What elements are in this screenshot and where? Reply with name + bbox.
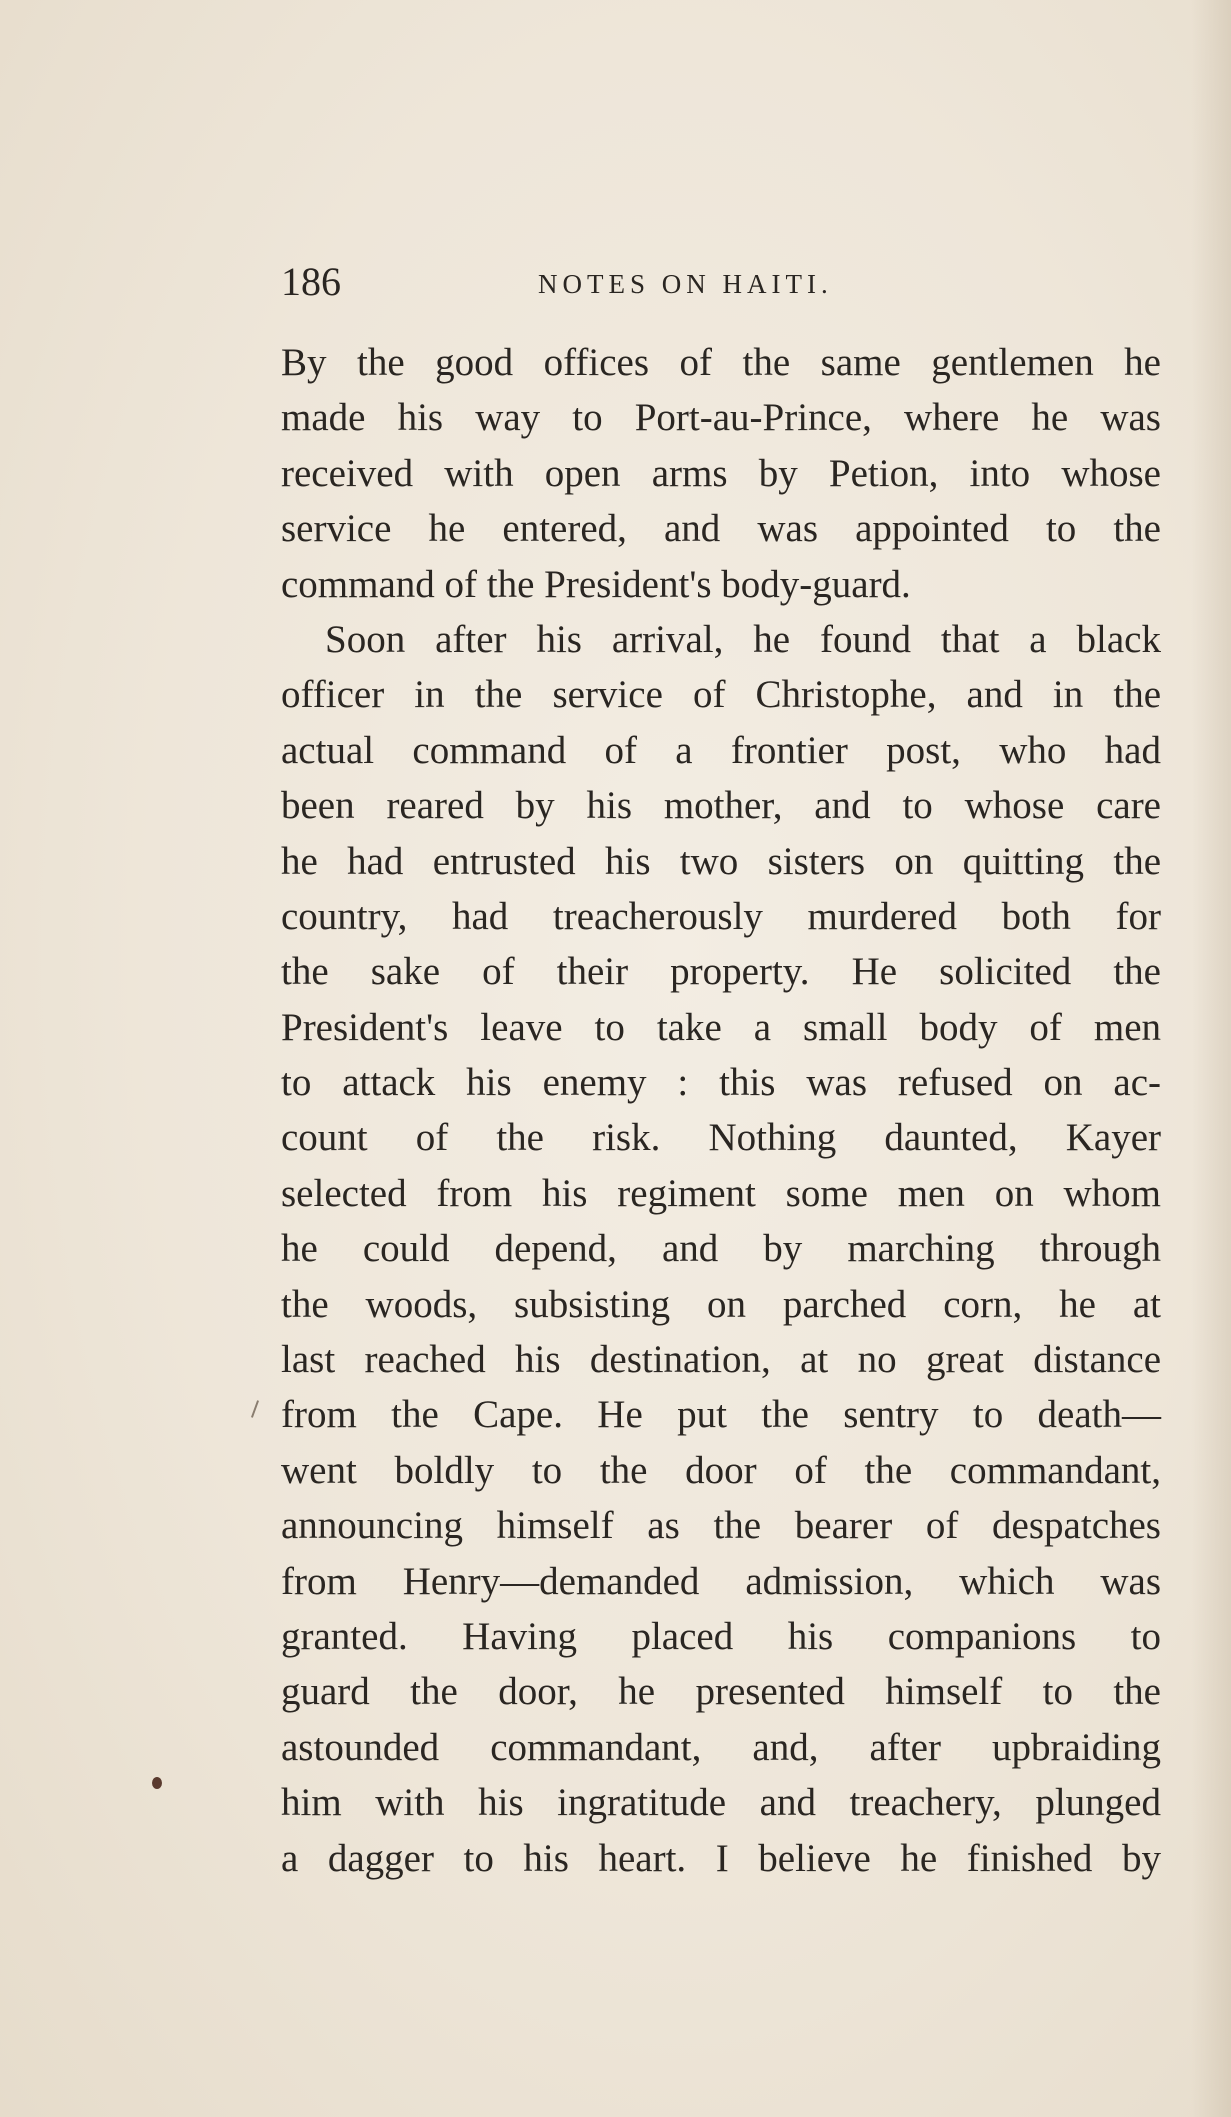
body-text (281, 335, 1161, 1886)
text-line: he had entrusted his two sisters on quitting the (281, 839, 1161, 883)
text-line: a dagger to his heart. I believe he finished by (281, 1836, 1161, 1880)
text-line: last reached his destination, at no great distance (281, 1338, 1161, 1382)
text-line: he could depend, and by marching through (281, 1227, 1161, 1271)
stray-pencil-mark (251, 1400, 259, 1418)
text-line: announcing himself as the bearer of despatches (281, 1504, 1161, 1548)
text-line: By the good offices of the same gentlemen he (281, 341, 1161, 384)
text-line: guard the door, he presented himself to the (281, 1670, 1161, 1714)
text-line: from Henry—demanded admission, which was (281, 1559, 1161, 1603)
ink-speck (152, 1777, 162, 1789)
text-line: him with his ingratitude and treachery, plunged (281, 1781, 1161, 1825)
page-header (281, 252, 1161, 312)
text-line: to attack his enemy : this was refused on ac- (281, 1061, 1161, 1105)
text-line: Soon after his arrival, he found that a black (325, 617, 1161, 661)
text-line: actual command of a frontier post, who had (281, 728, 1161, 772)
text-line: service he entered, and was appointed to the (281, 507, 1161, 551)
page-number: 186 (281, 259, 341, 304)
text-line: went boldly to the door of the commandant, (281, 1448, 1161, 1492)
text-line: selected from his regiment some men on whom (281, 1171, 1161, 1215)
text-line: the sake of their property. He solicited the (281, 950, 1161, 994)
text-line: made his way to Port-au-Prince, where he was (281, 396, 1161, 440)
running-title: NOTES ON HAITI. (538, 269, 833, 299)
page-edge-shadow (1191, 0, 1231, 2117)
text-line: been reared by his mother, and to whose care (281, 784, 1161, 828)
text-line: officer in the service of Christophe, and in the (281, 673, 1161, 717)
text-line: country, had treacherously murdered both for (281, 894, 1161, 938)
text-line: received with open arms by Petion, into whose (281, 451, 1161, 495)
text-line: astounded commandant, and, after upbraiding (281, 1725, 1161, 1769)
text-line: granted. Having placed his companions to (281, 1614, 1161, 1658)
text-line: President's leave to take a small body of men (281, 1005, 1161, 1049)
text-line: from the Cape. He put the sentry to death— (281, 1393, 1161, 1437)
text-line: count of the risk. Nothing daunted, Kayer (281, 1116, 1161, 1160)
text-line: the woods, subsisting on parched corn, he at (281, 1282, 1161, 1326)
text-line: command of the President's body-guard. (281, 562, 911, 606)
